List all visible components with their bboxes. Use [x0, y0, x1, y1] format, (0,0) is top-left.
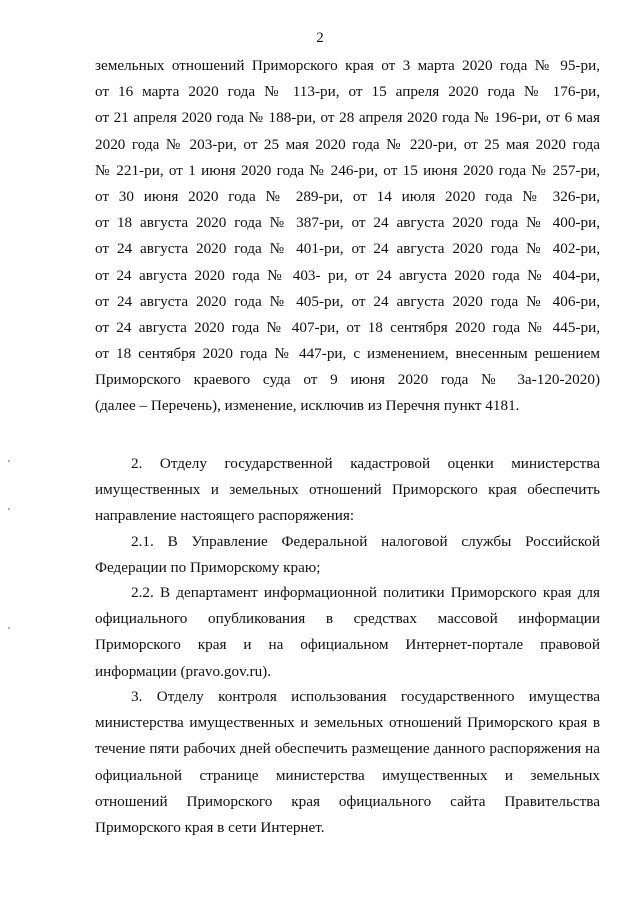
- text-line: министерства имущественных и земельных отношений Приморского края в: [95, 714, 600, 732]
- scan-artifact: [8, 460, 10, 462]
- text-line: информации (pravo.gov.ru).: [95, 662, 272, 680]
- text-line: отношений Приморского края официального сайта Правительства: [95, 792, 600, 810]
- text-line: от 18 августа 2020 года № 387-ри, от 24 августа 2020 года № 400-ри,: [95, 214, 600, 232]
- paragraph-item-2-1: [95, 529, 600, 581]
- text-line: земельных отношений Приморского края от 3 марта 2020 года № 95-ри,: [95, 57, 600, 74]
- page-number: 2: [316, 30, 324, 46]
- text-line: 3. Отделу контроля использования государственного имущества: [131, 688, 600, 705]
- text-line: Федерации по Приморскому краю;: [95, 559, 321, 577]
- scan-artifact: [8, 627, 10, 629]
- text-line: 2.1. В Управление Федеральной налоговой службы Российской: [131, 533, 600, 550]
- text-line: 2.2. В департамент информационной политики Приморского края для: [131, 584, 600, 601]
- text-line: 2. Отделу государственной кадастровой оценки министерства: [131, 455, 600, 472]
- text-line: течение пяти рабочих дней обеспечить размещение данного распоряжения на: [95, 740, 600, 758]
- text-line: официальной странице министерства имущественных и земельных: [95, 766, 600, 784]
- paragraph-item-3: [95, 684, 600, 841]
- paragraph-item-2: [95, 451, 600, 530]
- text-line: направление настоящего распоряжения:: [95, 507, 355, 525]
- text-line: от 18 сентября 2020 года № 447-ри, с изменением, внесенным решением: [95, 345, 600, 363]
- text-line: от 21 апреля 2020 года № 188-ри, от 28 апреля 2020 года № 196-ри, от 6 мая: [95, 109, 600, 127]
- paragraph-item-2-2: [95, 580, 600, 685]
- text-line: 2020 года № 203-ри, от 25 мая 2020 года № 220-ри, от 25 мая 2020 года: [95, 135, 600, 153]
- text-line: от 16 марта 2020 года № 113-ри, от 15 апреля 2020 года № 176-ри,: [95, 83, 600, 101]
- text-line: от 24 августа 2020 года № 407-ри, от 18 сентября 2020 года № 445-ри,: [95, 318, 600, 336]
- scan-artifact: [8, 508, 10, 510]
- text-line: Приморского краевого суда от 9 июня 2020 года № 3а-120-2020): [95, 371, 600, 389]
- text-line: № 221-ри, от 1 июня 2020 года № 246-ри, от 15 июня 2020 года № 257-ри,: [95, 161, 600, 179]
- text-line: (далее – Перечень), изменение, исключив из Перечня пункт 4181.: [95, 397, 520, 415]
- text-line: от 24 августа 2020 года № 403- ри, от 24 августа 2020 года № 404-ри,: [95, 266, 600, 284]
- paragraph-continuation: [95, 53, 600, 420]
- text-line: от 30 июня 2020 года № 289-ри, от 14 июля 2020 года № 326-ри,: [95, 187, 600, 205]
- text-line: официального опубликования в средствах массовой информации: [95, 610, 600, 628]
- text-line: имущественных и земельных отношений Приморского края обеспечить: [95, 481, 600, 499]
- text-line: от 24 августа 2020 года № 401-ри, от 24 августа 2020 года № 402-ри,: [95, 240, 600, 258]
- text-line: Приморского края и на официальном Интернет-портале правовой: [95, 636, 600, 654]
- text-line: Приморского края в сети Интернет.: [95, 818, 325, 836]
- text-line: от 24 августа 2020 года № 405-ри, от 24 августа 2020 года № 406-ри,: [95, 292, 600, 310]
